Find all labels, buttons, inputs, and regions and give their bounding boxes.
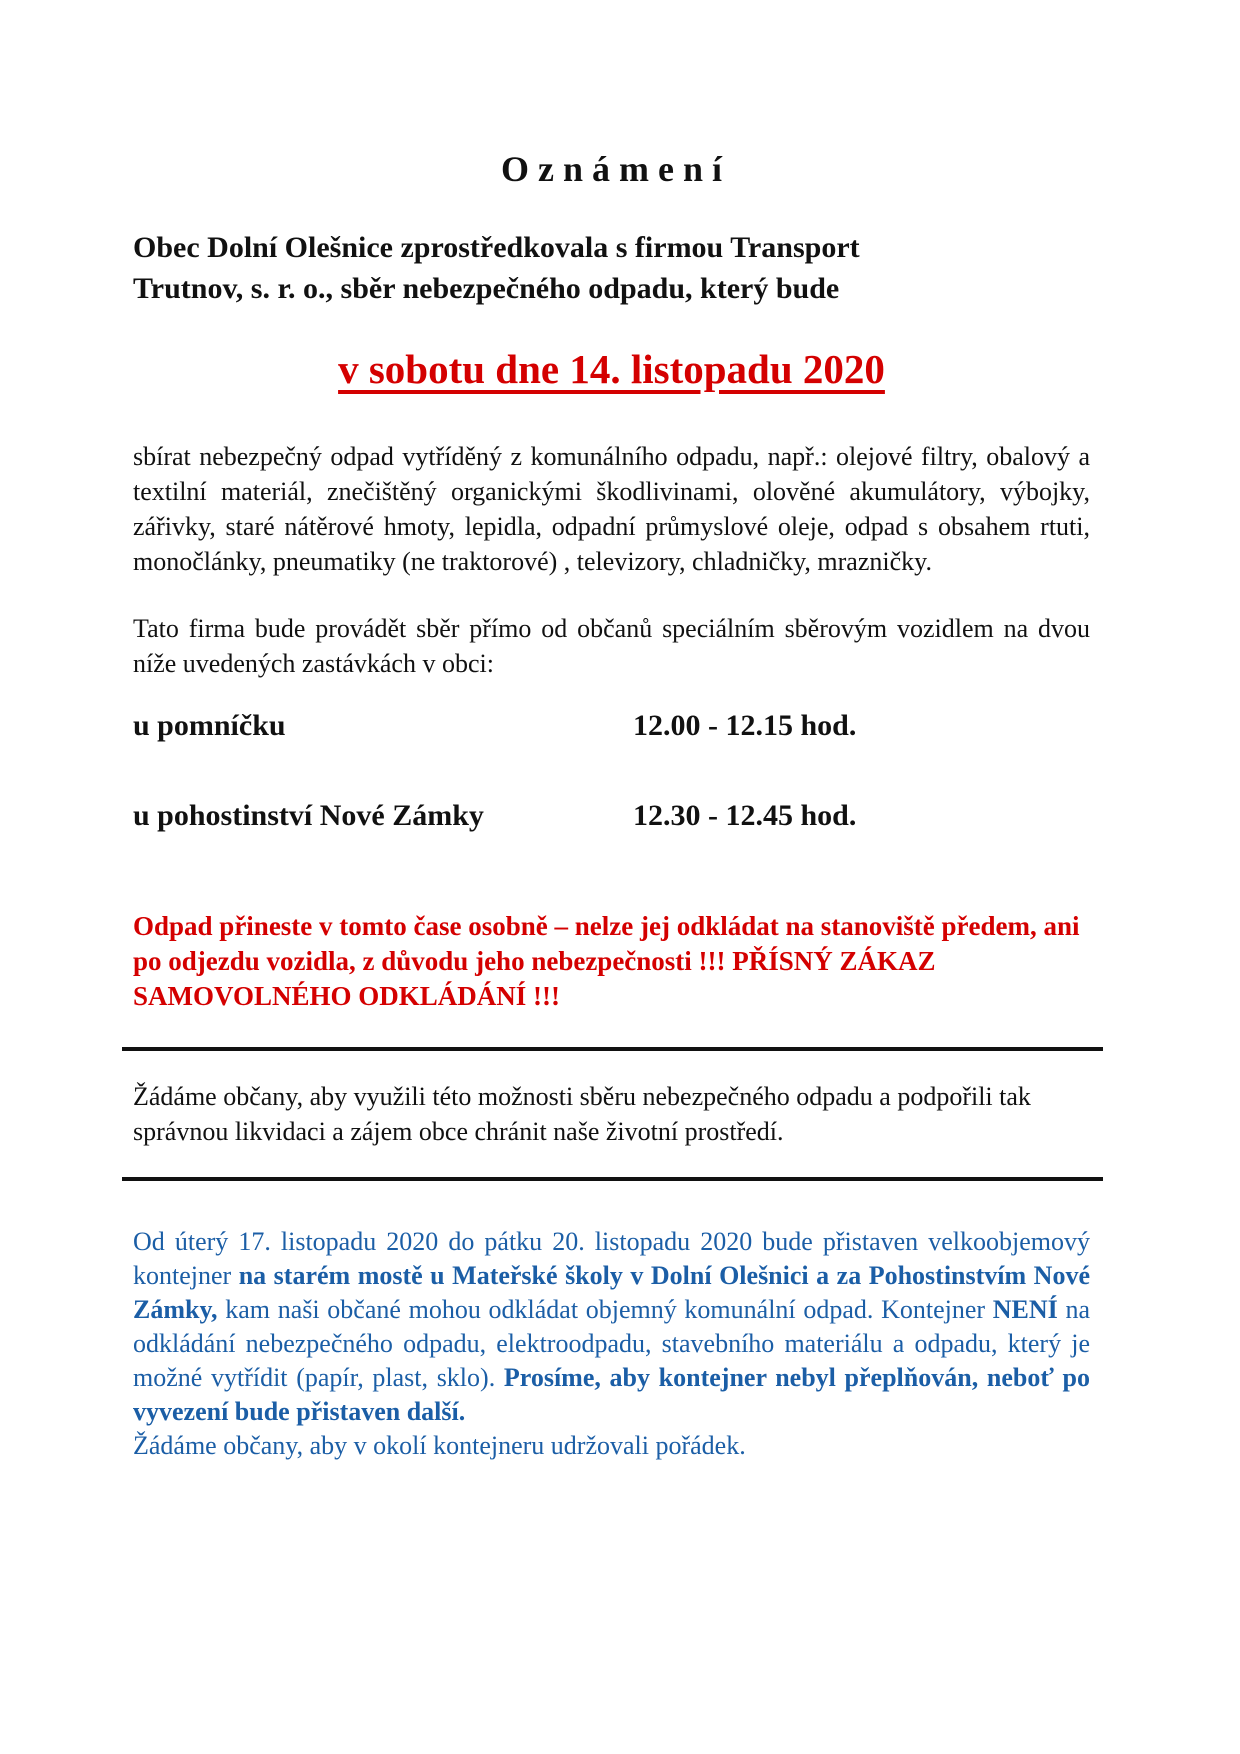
stop-location-label: u pomníčku: [133, 709, 286, 743]
intro-line-1: Obec Dolní Olešnice zprostředkovala s firmou Transport: [133, 231, 860, 265]
container-locations-bold: na starém mostě u Mateřské školy v Dolní Olešnici a za Pohostinstvím Nové Zámky,: [133, 1261, 1090, 1325]
stop-time-label: 12.30 - 12.45 hod.: [633, 799, 857, 833]
container-neni-bold: NENÍ: [992, 1295, 1058, 1325]
appeal-paragraph: Žádáme občany, aby využili této možnosti sběru nebezpečného odpadu a podpořili tak správnou likvidaci a zájem obce chránit naše životní prostředí.: [133, 1082, 1031, 1147]
stop-time-label: 12.00 - 12.15 hod.: [633, 709, 857, 743]
waste-description-paragraph: sbírat nebezpečný odpad vytříděný z komunálního odpadu, např.: olejové filtry, obalový a textilní materiál, znečištěný organickými škodlivinami, olověné akumulátory, výbojky, zářivky, staré nátěrové hmoty, lepidla, odpadní průmyslové oleje, odpad s obsahem rtuti, monočlánky, pneumatiky (ne traktorové) , televizory, chladničky, mrazničky.: [133, 442, 1090, 577]
container-info-segment: na odkládání nebezpečného odpadu, elektroodpadu, stavebního materiálu a odpadu, který je možné vytřídit (papír, plast, sklo).: [133, 1295, 1091, 1393]
document-content: [0, 148, 1240, 1463]
intro-line-2: Trutnov, s. r. o., sběr nebezpečného odpadu, který bude: [133, 272, 840, 306]
container-overfill-bold: Prosíme, aby kontejner nebyl přeplňován, neboť po vyvezení bude přistaven další.: [133, 1363, 1090, 1427]
divider-top: [122, 1047, 1103, 1051]
container-order-note: Žádáme občany, aby v okolí kontejneru udržovali pořádek.: [133, 1431, 746, 1461]
warning-paragraph: Odpad přineste v tomto čase osobně – nelze jej odkládat na stanoviště předem, ani po odjezdu vozidla, z důvodu jeho nebezpečnosti !!! PŘÍSNÝ ZÁKAZ SAMOVOLNÉHO ODKLÁDÁNÍ !!!: [133, 911, 1080, 1012]
date-heading-text: v sobotu dne 14. listopadu 2020: [338, 346, 885, 393]
collection-info-paragraph: Tato firma bude provádět sběr přímo od občanů speciálním sběrovým vozidlem na dvou níže uvedených zastávkách v obci:: [133, 614, 1090, 679]
divider-bottom: [122, 1177, 1103, 1181]
schedule-row: [133, 707, 1090, 745]
date-heading: [133, 345, 1090, 393]
container-info-segment: Od úterý 17. listopadu 2020 do pátku 20. listopadu 2020 bude přistaven velkoobjemový kontejner: [133, 1227, 1090, 1291]
schedule-row: [133, 797, 1090, 835]
container-info-segment: kam naši občané mohou odkládat objemný komunální odpad. Kontejner: [217, 1295, 993, 1325]
intro-heading: [133, 227, 1090, 309]
container-info-paragraph: [133, 1225, 1090, 1429]
stop-location-label: u pohostinství Nové Zámky: [133, 799, 484, 833]
page-title: O z n á m e n í: [501, 149, 722, 189]
